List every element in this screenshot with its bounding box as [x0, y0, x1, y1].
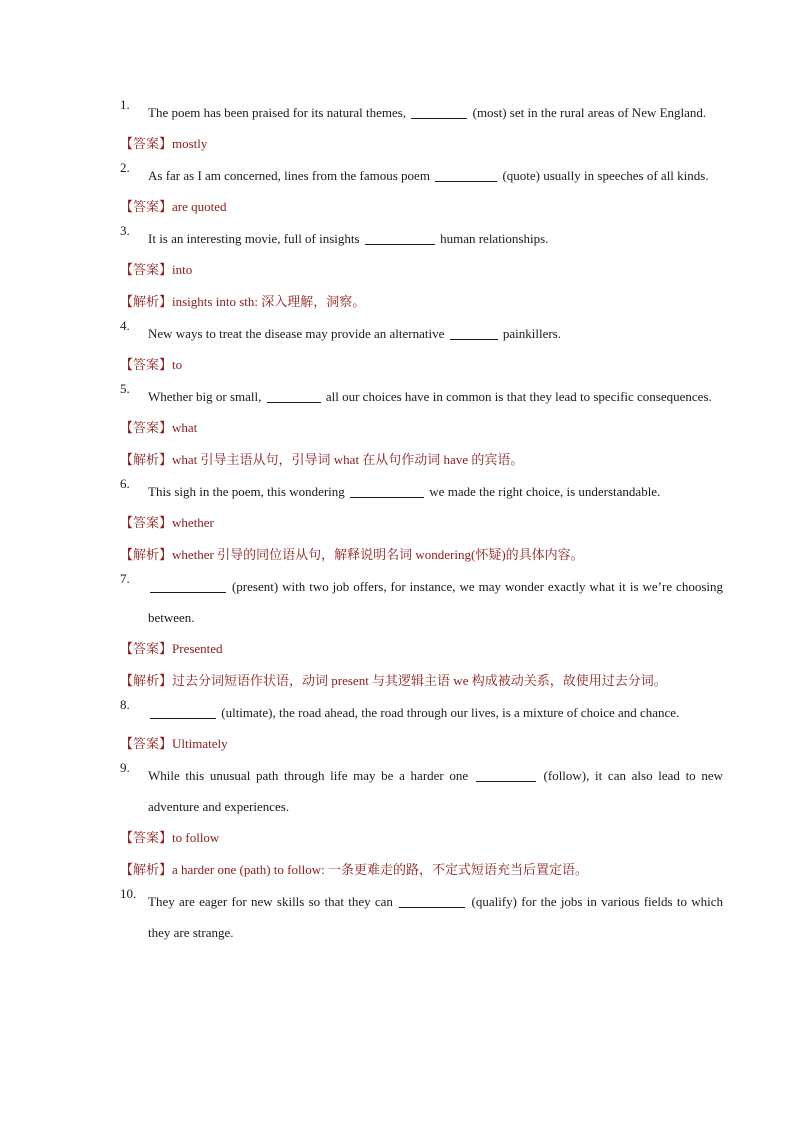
question-number: 4.	[120, 318, 130, 333]
answer-tag: 【答案】	[120, 642, 173, 657]
analysis-line	[120, 854, 723, 886]
question-text: They are eager for new skills so that they can (qualify) for the jobs in various fields to which they are strange.	[148, 894, 724, 940]
answer-tag: 【答案】	[120, 200, 173, 215]
question-text: It is an interesting movie, full of insights human relationships.	[148, 231, 549, 246]
answer-text: are quoted	[172, 199, 227, 214]
answer-line	[120, 633, 723, 665]
answer-text: into	[172, 262, 193, 277]
answer-tag: 【答案】	[120, 831, 173, 846]
answer-blank	[267, 388, 321, 403]
analysis-tag: 【解析】	[120, 674, 173, 689]
answer-line	[120, 349, 723, 381]
question-text: As far as I am concerned, lines from the famous poem (quote) usually in speeches of all kinds.	[148, 168, 709, 183]
answer-tag: 【答案】	[120, 358, 173, 373]
question-text: New ways to treat the disease may provide an alternative painkillers.	[148, 326, 561, 341]
answer-line	[120, 822, 723, 854]
answer-text: Ultimately	[172, 736, 228, 751]
analysis-tag: 【解析】	[120, 548, 173, 563]
analysis-text: 过去分词短语作状语，动词 present 与其逻辑主语 we 构成被动关系，故使用过去分词。	[172, 673, 667, 688]
answer-tag: 【答案】	[120, 737, 173, 752]
question-6	[120, 476, 723, 507]
answer-text: what	[172, 420, 198, 435]
question-text: Whether big or small, all our choices have in common is that they lead to specific consequences.	[148, 389, 712, 404]
question-1	[120, 97, 723, 128]
question-number: 10.	[120, 886, 137, 901]
question-number: 8.	[120, 697, 130, 712]
question-number: 6.	[120, 476, 130, 491]
question-text: While this unusual path through life may be a harder one (follow), it can also lead to new adventure and experiences.	[148, 768, 724, 814]
analysis-tag: 【解析】	[120, 863, 173, 878]
answer-tag: 【答案】	[120, 516, 173, 531]
analysis-line	[120, 286, 723, 318]
answer-text: to follow	[172, 830, 220, 845]
answer-tag: 【答案】	[120, 421, 173, 436]
question-number: 2.	[120, 160, 130, 175]
analysis-text: whether 引导的同位语从句，解释说明名词 wondering(怀疑)的具体内容。	[172, 547, 584, 562]
question-10	[120, 886, 723, 948]
answer-blank	[450, 325, 498, 340]
answer-blank	[150, 578, 226, 593]
answer-blank	[411, 104, 467, 119]
answer-line	[120, 191, 723, 223]
question-8	[120, 697, 723, 728]
answer-text: whether	[172, 515, 214, 530]
answer-blank	[476, 767, 536, 782]
question-number: 5.	[120, 381, 130, 396]
answer-line	[120, 728, 723, 760]
question-text: (ultimate), the road ahead, the road through our lives, is a mixture of choice and chance.	[148, 697, 723, 728]
question-number: 7.	[120, 571, 130, 586]
answer-line	[120, 128, 723, 160]
question-text: This sigh in the poem, this wondering we made the right choice, is understandable.	[148, 484, 661, 499]
question-number: 9.	[120, 760, 130, 775]
answer-text: Presented	[172, 641, 223, 656]
analysis-line	[120, 665, 723, 697]
question-text: (present) with two job offers, for instance, we may wonder exactly what it is we’re choosing between.	[148, 579, 723, 625]
answer-blank	[350, 483, 424, 498]
answer-text: mostly	[172, 136, 208, 151]
question-7	[120, 571, 723, 633]
question-text: The poem has been praised for its natural themes, (most) set in the rural areas of New England.	[148, 105, 707, 120]
question-number: 3.	[120, 223, 130, 238]
answer-line	[120, 412, 723, 444]
answer-tag: 【答案】	[120, 263, 173, 278]
analysis-text: a harder one (path) to follow: 一条更难走的路，不定式短语充当后置定语。	[172, 862, 588, 877]
question-3	[120, 223, 723, 254]
analysis-tag: 【解析】	[120, 295, 173, 310]
analysis-line	[120, 539, 723, 571]
answer-tag: 【答案】	[120, 137, 173, 152]
question-2	[120, 160, 723, 191]
analysis-line	[120, 444, 723, 476]
answer-line	[120, 254, 723, 286]
analysis-tag: 【解析】	[120, 453, 173, 468]
question-5	[120, 381, 723, 412]
analysis-text: insights into sth: 深入理解，洞察。	[172, 294, 366, 309]
answer-blank	[150, 704, 216, 719]
question-number: 1.	[120, 97, 130, 112]
answer-blank	[399, 893, 465, 908]
answer-blank	[435, 167, 497, 182]
analysis-text: what 引导主语从句，引导词 what 在从句作动词 have 的宾语。	[172, 452, 524, 467]
exercise-list	[120, 97, 723, 948]
answer-line	[120, 507, 723, 539]
answer-blank	[365, 230, 435, 245]
answer-text: to	[172, 357, 183, 372]
question-4	[120, 318, 723, 349]
question-9	[120, 760, 723, 822]
